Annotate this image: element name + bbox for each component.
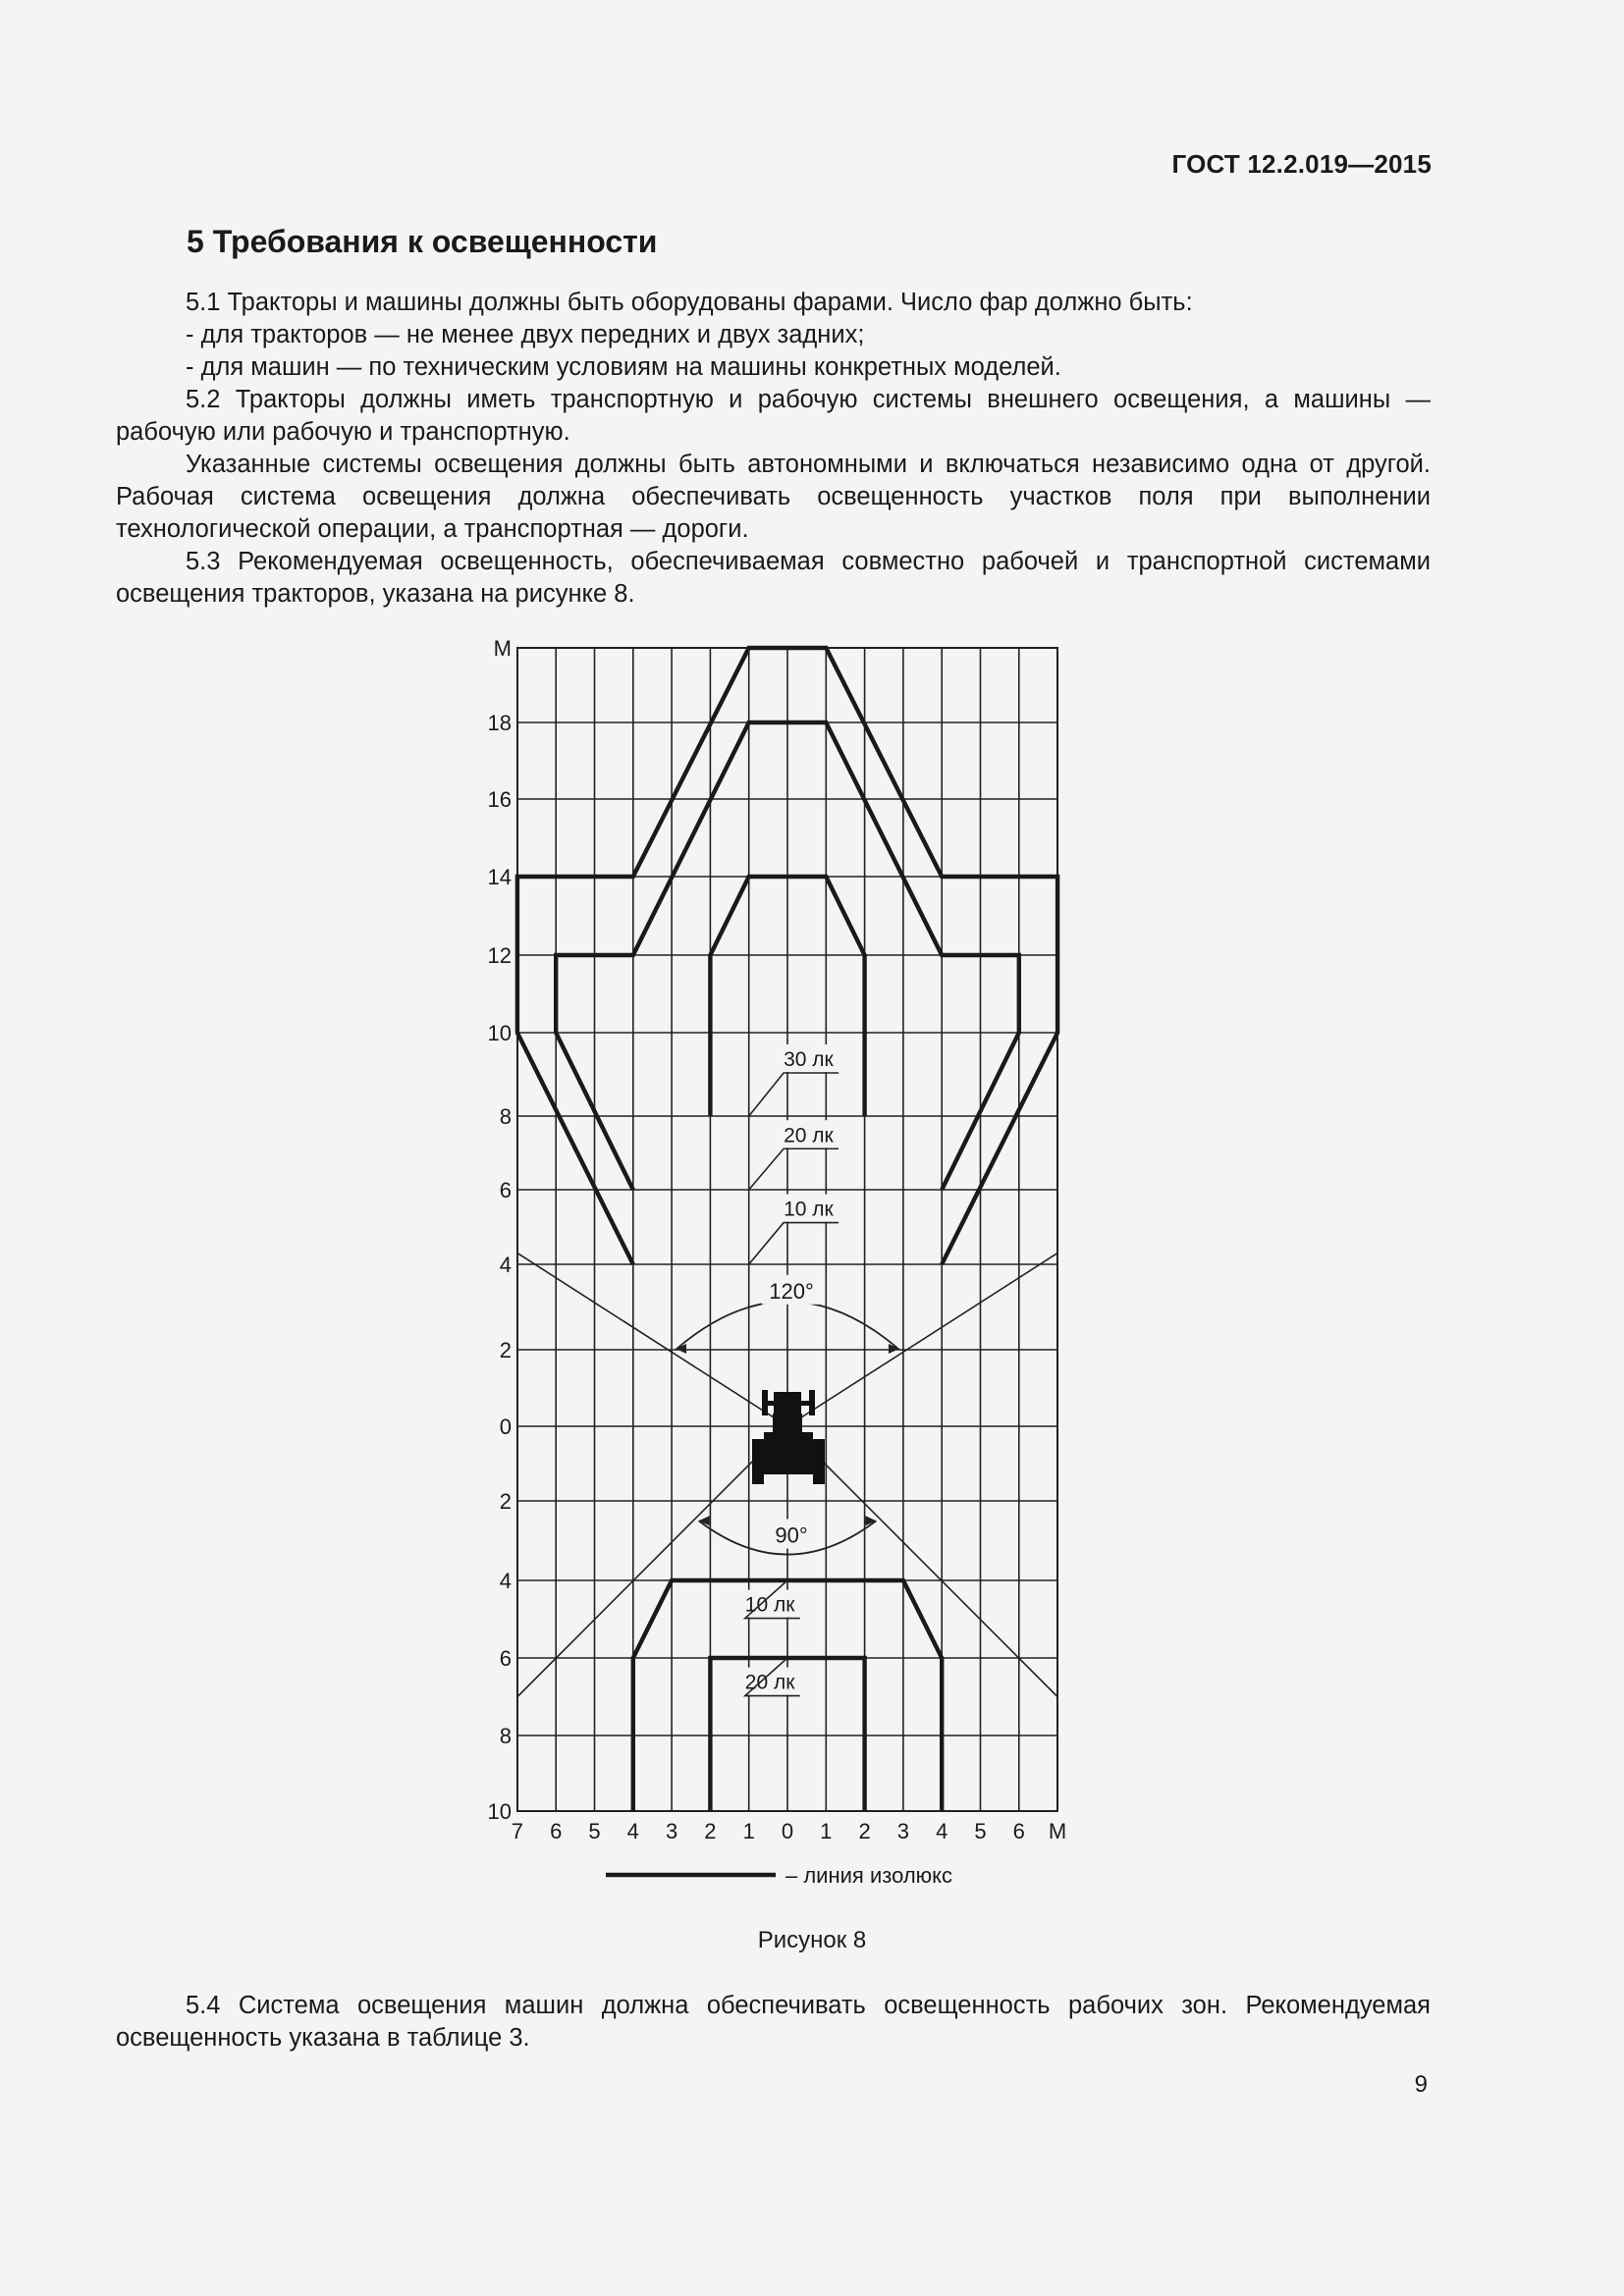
paragraph-5-2: 5.2 Тракторы должны иметь транспортную и рабочую системы внешнего освещения, а машины — рабочую или рабочую и транспортную. [116,386,1431,446]
zone-label-30: 30 лк [784,1048,834,1071]
text-block-top [116,287,1431,611]
tractor-body [773,1414,802,1433]
x-tick-label: 4 [626,1819,639,1843]
x-tick-label: 6 [550,1819,563,1843]
x-tick-label: 5 [588,1819,601,1843]
y-tick-label: 2 [499,1338,512,1362]
x-tick-label: 1 [820,1819,833,1843]
y-tick-label: 8 [499,1104,512,1129]
x-tick-label: 1 [742,1819,755,1843]
y-tick-label: 18 [487,711,512,735]
tractor-rear-wheel-right [813,1439,825,1484]
y-tick-label: 4 [499,1569,512,1593]
x-tick-label: 3 [896,1819,910,1843]
front-angle-label: 120° [769,1278,814,1304]
paragraph-5-4: 5.4 Система освещения машин должна обеспечивать освещенность рабочих зон. Рекомендуемая освещенность указана в таблице 3. [116,1992,1431,2052]
zone-label-30-leader [749,1073,839,1116]
x-tick-label: 5 [974,1819,987,1843]
zone-label-20-leader [749,1148,839,1190]
zone-label-20: 20 лк [784,1124,834,1148]
paragraph-5-3: 5.3 Рекомендуемая освещенность, обеспечиваемая совместно рабочей и транспортной системами освещения тракторов, указана на рисунке 8. [116,548,1431,608]
y-tick-label: 6 [499,1178,512,1202]
y-tick-label: 8 [499,1724,512,1748]
page-number: 9 [1414,2071,1428,2098]
y-tick-label: 0 [499,1415,512,1439]
front-beam-line [517,1254,787,1426]
y-tick-label: 12 [487,943,512,968]
y-tick-label: 6 [499,1646,512,1671]
tractor-rear-axle [764,1464,813,1474]
zone-label-10: 10 лк [784,1198,834,1221]
x-tick-label: 7 [511,1819,524,1843]
rear-angle-label: 90° [775,1522,808,1548]
tractor-hood [774,1392,801,1414]
x-tick-label: 3 [665,1819,678,1843]
y-tick-label: 4 [499,1253,512,1277]
paragraph-5-1: 5.1 Тракторы и машины должны быть оборудованы фарами. Число фар должно быть: [186,289,1193,316]
x-tick-label: М [1048,1819,1067,1843]
y-tick-label: 14 [487,865,512,889]
text-block-bottom [116,1990,1431,2055]
x-tick-label: 4 [936,1819,948,1843]
y-tick-label: 16 [487,787,512,812]
zone-label-rear-20: 20 лк [744,1671,795,1694]
front-beam-line [787,1254,1057,1426]
figure-caption: Рисунок 8 [757,1927,867,1953]
legend-label: – линия изолюкс [785,1863,953,1888]
y-tick-label: М [493,636,512,661]
x-tick-label: 2 [858,1819,871,1843]
list-item-tractors: - для тракторов — не менее двух передних и двух задних; [186,321,865,348]
y-tick-label: 10 [487,1799,512,1824]
tractor-rear-wheel-left [752,1439,764,1484]
zone-label-10-leader [749,1223,839,1264]
list-item-machines: - для машин — по техническим условиям на машины конкретных моделей. [186,353,1061,381]
x-tick-label: 2 [704,1819,717,1843]
x-tick-label: 0 [781,1819,794,1843]
paragraph-systems: Указанные системы освещения должны быть автономными и включаться независимо одна от другой. Рабочая система освещения должна обеспечивать освещенность участков поля при выполнении технологической операции, а транспортная — дороги. [116,451,1431,543]
zone-label-rear-10: 10 лк [744,1593,795,1617]
figure-8 [461,628,1070,1904]
section-title: 5 Требования к освещенности [187,224,658,259]
x-tick-label: 6 [1012,1819,1025,1843]
y-tick-label: 2 [499,1489,512,1514]
document-id: ГОСТ 12.2.019—2015 [1171,149,1432,179]
y-tick-label: 10 [487,1021,512,1045]
isolux-chart [461,628,1070,1904]
